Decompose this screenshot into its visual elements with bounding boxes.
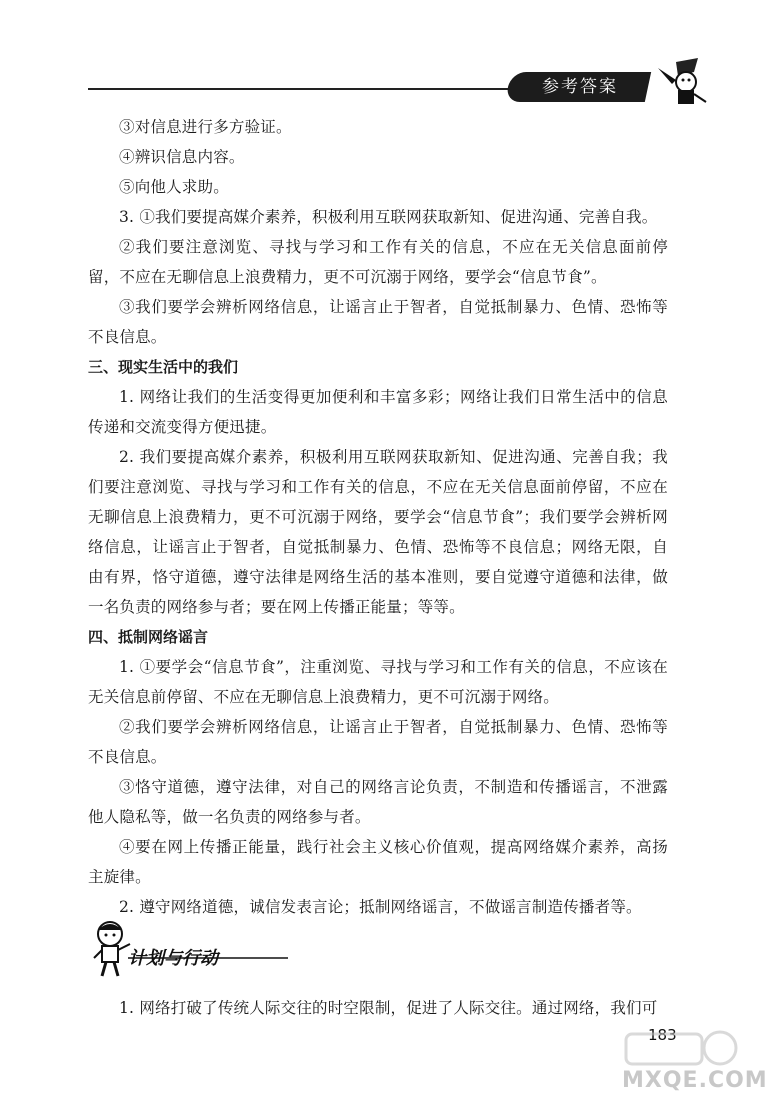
- plan-title: 计划与行动: [128, 948, 218, 969]
- answer-content: [88, 112, 668, 922]
- pencil-character-icon: [650, 50, 710, 110]
- paragraph: 3. ①我们要提高媒介素养，积极利用互联网获取新知、促进沟通、完善自我。: [119, 208, 658, 226]
- paragraph: ④辨识信息内容。: [119, 148, 245, 166]
- paragraph: ⑤向他人求助。: [119, 178, 229, 196]
- paragraph: 1. ①要学会“信息节食”，注重浏览、寻找与学习和工作有关的信息，不应该在无关信息前停留、不应在无聊信息上浪费精力，更不可沉溺于网络。: [88, 658, 668, 706]
- paragraph: ④要在网上传播正能量，践行社会主义核心价值观，提高网络媒介素养，高扬主旋律。: [88, 838, 668, 886]
- header-tab-label: 参考答案: [542, 77, 618, 97]
- paragraph: ②我们要学会辨析网络信息，让谣言止于智者，自觉抵制暴力、色情、恐怖等不良信息。: [88, 718, 668, 766]
- paragraph: ②我们要注意浏览、寻找与学习和工作有关的信息，不应在无关信息面前停留，不应在无聊信息上浪费精力，更不可沉溺于网络，要学会“信息节食”。: [88, 238, 668, 286]
- paragraph: ③恪守道德，遵守法律，对自己的网络言论负责，不制造和传播谣言，不泄露他人隐私等，做一名负责的网络参与者。: [88, 778, 668, 826]
- section-heading-4: 四、抵制网络谣言: [88, 628, 209, 646]
- watermark-text: MXQE.COM: [622, 1068, 768, 1093]
- paragraph: 2. 遵守网络道德，诚信发表言论；抵制网络谣言，不做谣言制造传播者等。: [119, 898, 642, 916]
- paragraph: 1. 网络打破了传统人际交往的时空限制，促进了人际交往。通过网络，我们可: [119, 999, 658, 1017]
- section-heading-3: 三、现实生活中的我们: [88, 358, 239, 376]
- paragraph: 2. 我们要提高媒介素养，积极利用互联网获取新知、促进沟通、完善自我；我们要注意浏览、寻找与学习和工作有关的信息，不应在无关信息面前停留，不应在无聊信息上浪费精力，更不可沉溺于网络，要学会“信息节食”；我们要学会辨析网络信息，让谣言止于智者，自觉抵制暴力、色情、恐怖等不良信息；网络无限，自由有界，恪守道德，遵守法律是网络生活的基本准则，要自觉遵守道德和法律，做一名负责的网络参与者；要在网上传播正能量；等等。: [88, 448, 668, 616]
- paragraph: 1. 网络让我们的生活变得更加便利和丰富多彩；网络让我们日常生活中的信息传递和交流变得方便迅捷。: [88, 388, 668, 436]
- paragraph: ③我们要学会辨析网络信息，让谣言止于智者，自觉抵制暴力、色情、恐怖等不良信息。: [88, 298, 668, 346]
- page-number: 183: [648, 1026, 677, 1044]
- paragraph: ③对信息进行多方验证。: [119, 118, 292, 136]
- plan-content: [88, 993, 668, 1023]
